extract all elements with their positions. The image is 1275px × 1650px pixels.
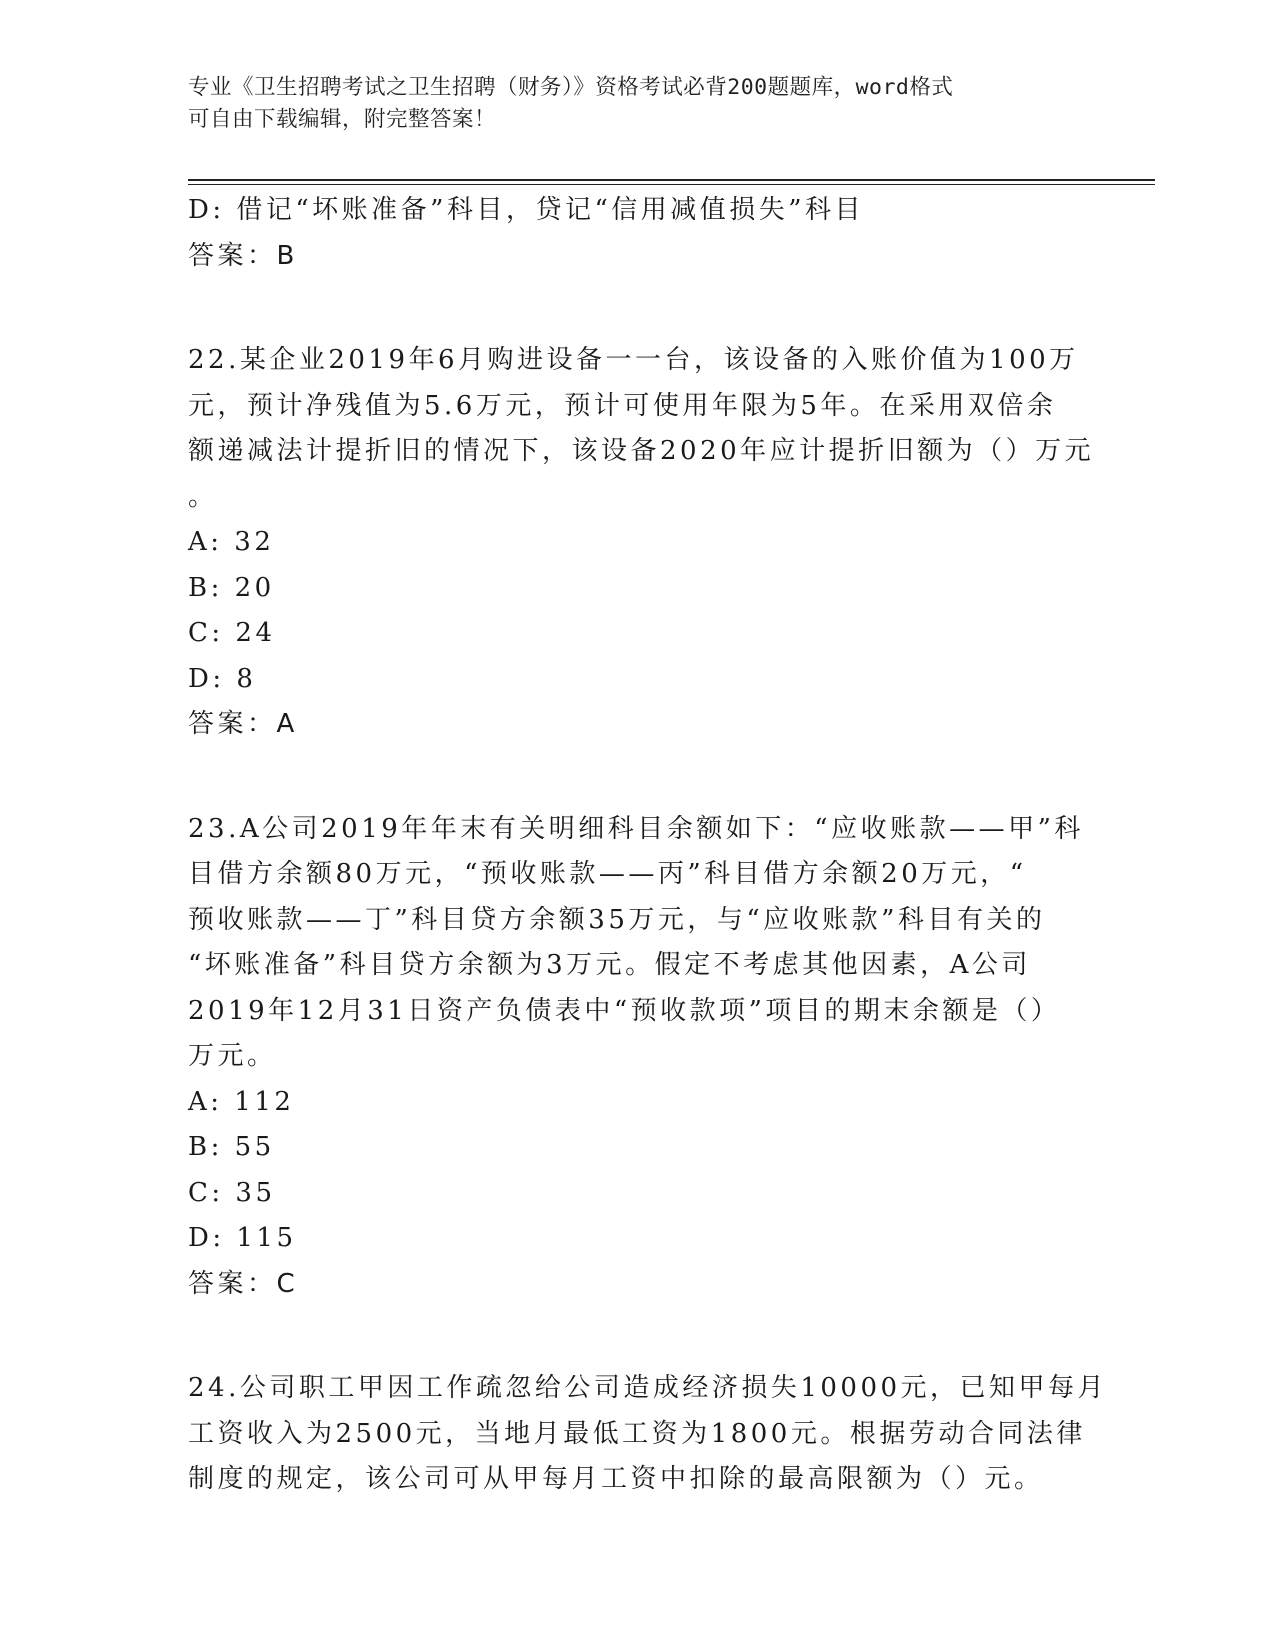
question-22	[188, 338, 1095, 748]
answer-line: 答案：B	[188, 240, 298, 271]
option-d: D: 115	[188, 1223, 297, 1253]
document-header	[188, 72, 1068, 136]
question-text-line: 额递减法计提折旧的情况下，该设备2020年应计提折旧额为（）万元	[188, 436, 1095, 466]
header-divider-thick	[188, 179, 1155, 181]
header-line-1: 专业《卫生招聘考试之卫生招聘（财务）》资格考试必背200题题库，word格式	[188, 75, 954, 100]
question-text-line: 万元。	[188, 1041, 277, 1071]
question-content	[188, 188, 1108, 1503]
option-a: A: 32	[188, 527, 275, 557]
option-c: C: 35	[188, 1177, 276, 1208]
previous-question-tail	[188, 188, 1083, 279]
option-b: B: 55	[188, 1132, 275, 1162]
question-text-line: 预收账款——丁”科目贷方余额35万元，与“应收账款”科目有关的	[188, 904, 1046, 935]
question-text-line: 2019年12月31日资产负债表中“预收款项”项目的期末余额是（）	[188, 995, 1061, 1026]
question-text-line: 工资收入为2500元，当地月最低工资为1800元。根据劳动合同法律	[188, 1418, 1086, 1449]
question-text-line: 24.公司职工甲因工作疏忽给公司造成经济损失10000元，已知甲每月	[188, 1373, 1108, 1403]
question-text-line: 目借方余额80万元，“预收账款——丙”科目借方余额20万元，“	[188, 859, 1027, 889]
header-line-2: 可自由下载编辑，附完整答案！	[188, 107, 497, 132]
option-c: C: 24	[188, 618, 276, 648]
answer-line: 答案：C	[188, 1268, 299, 1299]
question-text-line: “坏账准备”科目贷方余额为3万元。假定不考虑其他因素，A公司	[188, 950, 1031, 980]
option-d: D: 借记“坏账准备”科目，贷记“信用减值损失”科目	[188, 195, 865, 225]
question-text-line: 制度的规定，该公司可从甲每月工资中扣除的最高限额为（）元。	[188, 1464, 1044, 1494]
question-text-line: 元，预计净残值为5.6万元，预计可使用年限为5年。在采用双倍余	[188, 390, 1057, 421]
question-23	[188, 807, 1083, 1308]
question-text-line: 23.A公司2019年年末有关明细科目余额如下：“应收账款——甲”科	[188, 813, 1084, 844]
question-text-line: 22.某企业2019年6月购进设备一一台，该设备的入账价值为100万	[188, 345, 1079, 375]
option-b: B: 20	[188, 572, 275, 603]
question-text-line: 。	[188, 481, 218, 512]
option-a: A: 112	[188, 1086, 295, 1117]
option-d: D: 8	[188, 663, 257, 694]
answer-line: 答案：A	[188, 709, 298, 739]
header-divider-thin	[188, 184, 1155, 185]
question-24	[188, 1366, 1108, 1503]
